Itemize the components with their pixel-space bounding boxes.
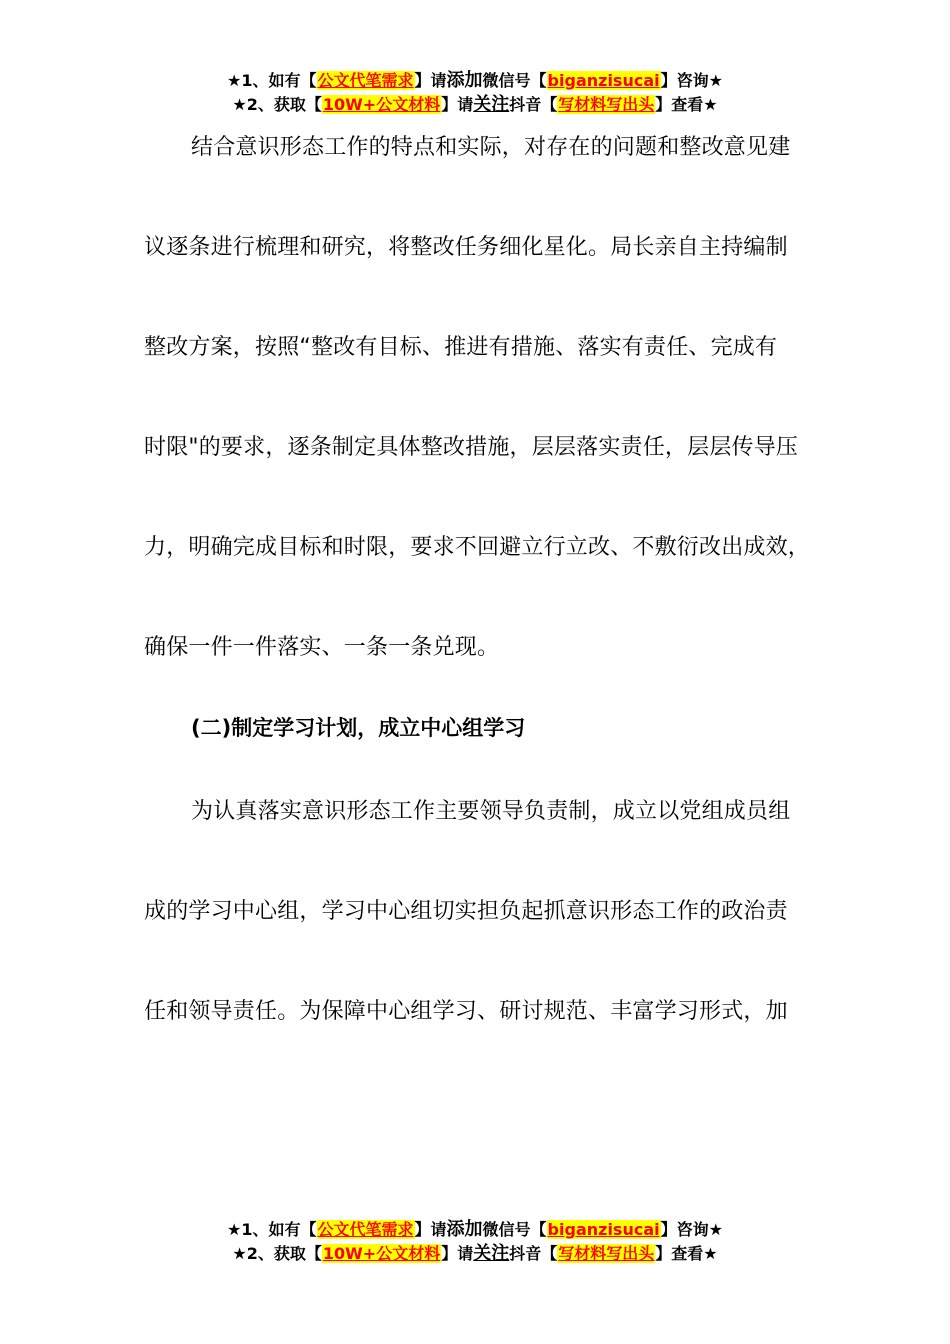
banner-text: ★1、如有【 bbox=[227, 1220, 317, 1239]
banner-highlight: 公文代笔需求 bbox=[317, 71, 414, 90]
banner-text: 】咨询★ bbox=[660, 71, 723, 90]
banner-highlight: biganzisucai bbox=[547, 71, 660, 90]
banner-text: ★2、获取【 bbox=[232, 95, 322, 114]
paragraph-line: 成的学习中心组，学习中心组切实担负起抓意识形态工作的政治责 bbox=[144, 899, 788, 924]
banner-line-1 bbox=[0, 1218, 950, 1242]
banner-text: 】请 bbox=[414, 1220, 447, 1239]
banner-emphasis: 关注 bbox=[473, 94, 510, 115]
banner-highlight: 写材料写出头 bbox=[558, 1244, 655, 1263]
banner-text: 抖音【 bbox=[509, 95, 558, 114]
banner-line-2 bbox=[0, 93, 950, 117]
banner-text: 】请 bbox=[414, 71, 447, 90]
banner-text: 微信号【 bbox=[482, 71, 547, 90]
paragraph-line: 确保一件一件落实、一条一条兑现。 bbox=[144, 635, 500, 660]
banner-text: 抖音【 bbox=[509, 1244, 558, 1263]
banner-text: 】请 bbox=[441, 1244, 474, 1263]
paragraph-line: 任和领导责任。为保障中心组学习、研讨规范、丰富学习形式，加 bbox=[144, 999, 788, 1024]
banner-text: 】咨询★ bbox=[660, 1220, 723, 1239]
section-heading: (二)制定学习计划，成立中心组学习 bbox=[191, 716, 526, 740]
banner-highlight: 10W+公文材料 bbox=[322, 95, 441, 114]
paragraph-line: 为认真落实意识形态工作主要领导负责制，成立以党组成员组 bbox=[191, 799, 791, 824]
banner-text: 】查看★ bbox=[655, 95, 718, 114]
top-banner bbox=[0, 69, 950, 117]
banner-highlight: 公文代笔需求 bbox=[317, 1220, 414, 1239]
banner-emphasis: 关注 bbox=[473, 1243, 510, 1264]
banner-line-2 bbox=[0, 1242, 950, 1266]
banner-highlight: 写材料写出头 bbox=[558, 95, 655, 114]
banner-text: 】查看★ bbox=[655, 1244, 718, 1263]
paragraph-line: 整改方案，按照“整改有目标、推进有措施、落实有责任、完成有 bbox=[144, 335, 778, 360]
banner-highlight: 10W+公文材料 bbox=[322, 1244, 441, 1263]
banner-line-1 bbox=[0, 69, 950, 93]
banner-text: 微信号【 bbox=[482, 1220, 547, 1239]
banner-text: 】请 bbox=[441, 95, 474, 114]
banner-text: ★1、如有【 bbox=[227, 71, 317, 90]
bottom-banner bbox=[0, 1218, 950, 1266]
paragraph-line: 力，明确完成目标和时限，要求不回避立行立改、不敷衍改出成效， bbox=[144, 535, 811, 560]
paragraph-line: 时限"的要求，逐条制定具体整改措施，层层落实责任，层层传导压 bbox=[144, 435, 799, 460]
banner-text: ★2、获取【 bbox=[232, 1244, 322, 1263]
banner-highlight: biganzisucai bbox=[547, 1220, 660, 1239]
banner-emphasis: 添加 bbox=[446, 1219, 483, 1240]
paragraph-line: 议逐条进行梳理和研究，将整改任务细化星化。局长亲自主持编制 bbox=[144, 235, 788, 260]
banner-emphasis: 添加 bbox=[446, 70, 483, 91]
paragraph-line: 结合意识形态工作的特点和实际，对存在的问题和整改意见建 bbox=[191, 135, 791, 160]
